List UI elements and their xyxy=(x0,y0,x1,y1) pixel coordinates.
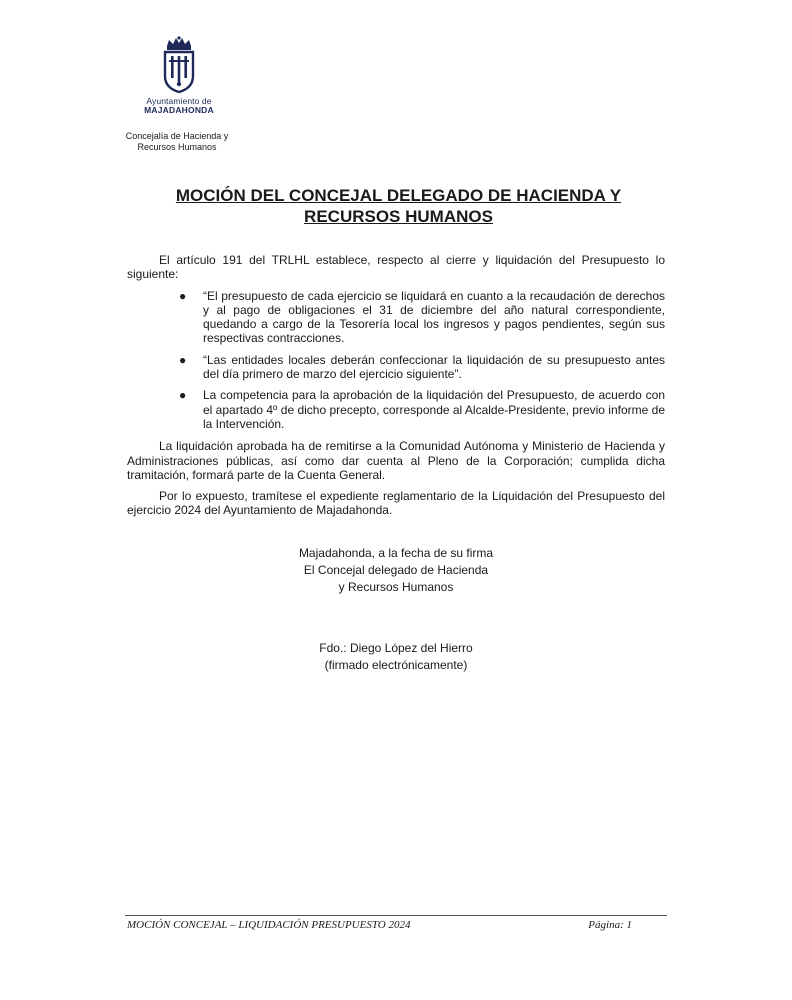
signature-block xyxy=(127,545,665,596)
footer-divider xyxy=(125,915,667,916)
signatory-name: Fdo.: Diego López del Hierro xyxy=(319,641,473,655)
footer-page-number: Página: 1 xyxy=(588,919,632,931)
list-item-text: La competencia para la aprobación de la liquidación del Presupuesto, de acuerdo con el apartado 4º de dicho precepto, corresponde al Alcalde-Presidente, previo informe de la Intervención. xyxy=(203,388,665,431)
list-item xyxy=(127,289,665,346)
municipal-logo xyxy=(131,36,227,115)
department-label xyxy=(112,131,242,153)
signature-role-line2: y Recursos Humanos xyxy=(338,580,454,594)
document-body xyxy=(127,253,665,525)
signature-role-line1: El Concejal delegado de Hacienda xyxy=(303,563,489,577)
signature-electronic-note: (firmado electrónicamente) xyxy=(324,658,468,672)
title-line1: MOCIÓN DEL CONCEJAL DELEGADO DE HACIENDA Y xyxy=(175,186,622,205)
signature-place-date: Majadahonda, a la fecha de su firma xyxy=(298,546,494,560)
list-item xyxy=(127,353,665,382)
page-footer xyxy=(127,919,632,931)
department-line1: Concejalía de Hacienda y xyxy=(125,131,229,141)
document-title xyxy=(126,185,671,227)
org-name-line2: MAJADAHONDA xyxy=(144,105,214,115)
org-name-line1: Ayuntamiento de xyxy=(146,96,212,106)
bullet-icon: ● xyxy=(179,352,187,367)
list-item xyxy=(127,388,665,431)
paragraph-remission: La liquidación aprobada ha de remitirse a la Comunidad Autónoma y Ministerio de Hacienda y Administraciones públicas, así como dar cuenta al Pleno de la Corporación; cumplida dicha tramitación, formará parte de la Cuenta General. xyxy=(127,439,665,482)
title-line2: RECURSOS HUMANOS xyxy=(304,207,493,226)
bullet-icon: ● xyxy=(179,288,187,303)
bullet-list xyxy=(127,289,665,432)
list-item-text: “El presupuesto de cada ejercicio se liquidará en cuanto a la recaudación de derechos y al pago de obligaciones el 31 de diciembre del año natural correspondiente, quedando a cargo de la Tesorería local los ingresos y pagos pendientes, según sus respectivas contracciones. xyxy=(203,288,665,346)
bullet-icon: ● xyxy=(179,388,187,403)
paragraph-conclusion: Por lo expuesto, tramítese el expediente reglamentario de la Liquidación del Presupuesto del ejercicio 2024 del Ayuntamiento de Majadahonda. xyxy=(127,489,665,518)
signatory-block xyxy=(127,640,665,674)
list-item-text: “Las entidades locales deberán confeccionar la liquidación de su presupuesto antes del día primero de marzo del ejercicio siguiente”. xyxy=(203,352,665,382)
footer-document-name: MOCIÓN CONCEJAL – LIQUIDACIÓN PRESUPUESTO 2024 xyxy=(127,919,411,931)
crest-icon xyxy=(159,36,199,94)
intro-paragraph: El artículo 191 del TRLHL establece, respecto al cierre y liquidación del Presupuesto lo siguiente: xyxy=(127,253,665,282)
department-line2: Recursos Humanos xyxy=(137,142,217,152)
